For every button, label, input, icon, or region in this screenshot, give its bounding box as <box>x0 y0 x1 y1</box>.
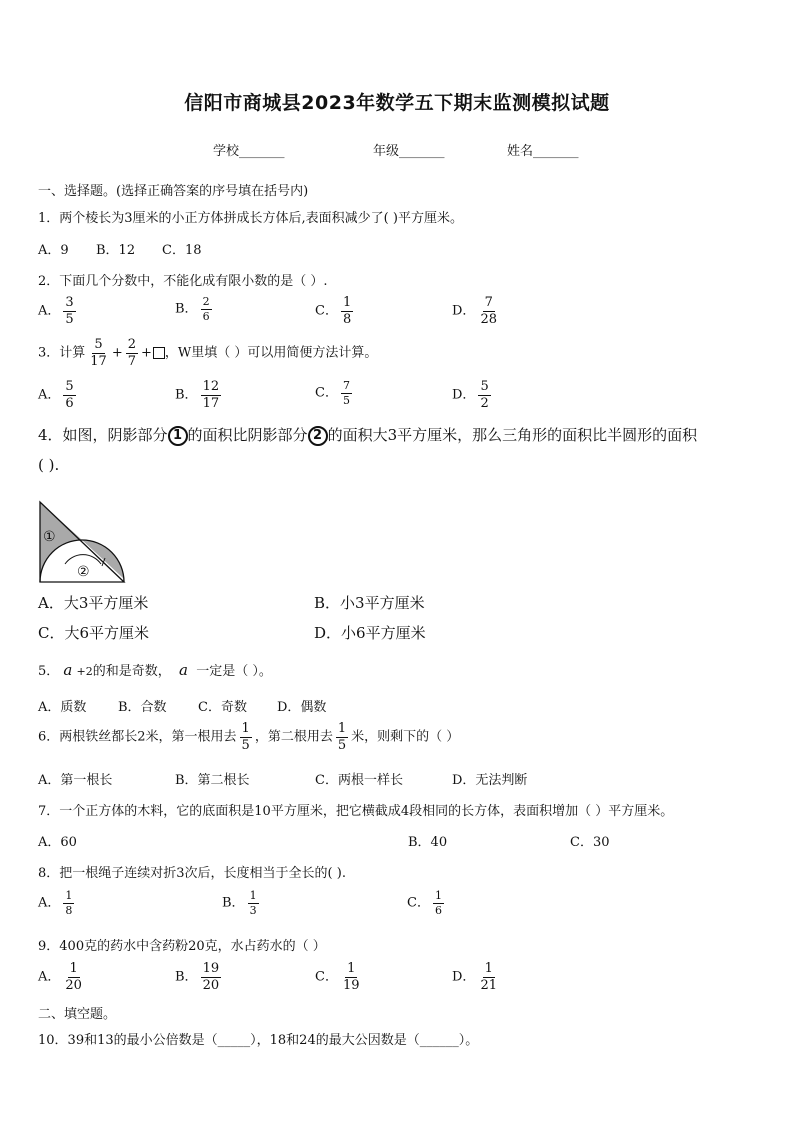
q2-option-a <box>38 296 79 326</box>
denominator: 28 <box>480 311 497 327</box>
numerator: 2 <box>202 295 210 308</box>
name-field: 姓名_______ <box>507 144 579 159</box>
triangle-semicircle-figure <box>37 500 129 586</box>
fraction <box>341 380 352 406</box>
question-4 <box>38 424 697 446</box>
fraction <box>341 962 362 992</box>
option-label: C． <box>407 895 430 911</box>
q7-option-b: B．40 <box>408 835 448 850</box>
denominator: 17 <box>90 353 107 369</box>
q6-option-a: A．第一根长 <box>38 773 113 788</box>
variable-a: a <box>63 661 73 679</box>
q6-option-c: C．两根一样长 <box>315 773 403 788</box>
fraction <box>341 296 353 326</box>
q4-middle: 的面积比阴影部分 <box>187 426 308 444</box>
denominator: 5 <box>342 393 350 407</box>
numerator: 2 <box>127 337 137 352</box>
plus-two: +2 <box>76 665 93 678</box>
fraction <box>478 296 499 326</box>
fraction <box>88 338 109 368</box>
numerator: 7 <box>342 379 350 392</box>
figure-label-1: ① <box>43 529 56 545</box>
fraction <box>201 962 222 992</box>
numerator: 1 <box>342 295 352 310</box>
question-9: 9．400克的药水中含药粉20克，水占药水的（ ） <box>38 939 326 954</box>
q4-prefix: 4．如图，阴影部分 <box>38 426 168 444</box>
numerator: 5 <box>65 379 74 394</box>
denominator: 20 <box>202 977 220 993</box>
denominator: 2 <box>480 395 489 411</box>
q9-option-a <box>38 962 87 992</box>
q6-suffix: 米，则剩下的（ ） <box>351 729 460 745</box>
denominator: 17 <box>202 395 220 411</box>
numerator: 1 <box>241 721 250 736</box>
q8-option-a <box>38 890 77 916</box>
denominator: 6 <box>434 903 442 917</box>
section-choice-heading: 一、选择题。(选择正确答案的序号填在括号内) <box>38 184 309 199</box>
q3-option-c <box>315 380 355 406</box>
numerator: 5 <box>94 337 103 352</box>
numerator: 1 <box>65 889 73 902</box>
numerator: 1 <box>249 889 257 902</box>
fraction <box>63 890 74 916</box>
denominator: 19 <box>342 977 360 993</box>
option-label: A． <box>38 969 61 985</box>
q1-option-c: C．18 <box>162 243 202 258</box>
numerator: 5 <box>480 379 489 394</box>
question-4-line2: ( ). <box>38 456 60 474</box>
q9-option-d <box>452 962 502 992</box>
option-label: D． <box>452 387 476 403</box>
numerator: 1 <box>434 889 442 902</box>
denominator: 8 <box>65 903 73 917</box>
fraction <box>63 296 75 326</box>
circled-one: 1 <box>168 426 188 446</box>
q5-middle: 的和是奇数， <box>92 664 171 679</box>
circled-two: 2 <box>308 426 328 446</box>
q8-option-c <box>407 890 447 916</box>
fraction <box>433 890 444 916</box>
question-3 <box>38 338 377 368</box>
q4-option-c: C．大6平方厘米 <box>38 624 150 642</box>
option-label: C． <box>315 385 338 401</box>
figure-label-2: ② <box>77 564 90 580</box>
option-label: A． <box>38 895 61 911</box>
denominator: 7 <box>127 353 137 369</box>
numerator: 1 <box>484 961 493 976</box>
q1-option-a: A．9 <box>38 243 69 258</box>
q9-option-b <box>175 962 224 992</box>
question-8: 8．把一根绳子连续对折3次后，长度相当于全长的( ). <box>38 866 346 881</box>
fraction <box>201 296 212 322</box>
plus-sign: + <box>111 345 123 361</box>
denominator: 3 <box>249 903 257 917</box>
numerator: 3 <box>65 295 74 310</box>
option-label: B． <box>175 387 198 403</box>
numerator: 1 <box>69 961 78 976</box>
option-label: B． <box>175 969 198 985</box>
denominator: 5 <box>241 737 250 753</box>
q3-prefix: 3．计算 <box>38 345 86 361</box>
q3-option-d <box>452 380 494 410</box>
question-6 <box>38 722 459 752</box>
q5-option-c: C．奇数 <box>198 700 247 715</box>
numerator: 7 <box>484 295 493 310</box>
denominator: 6 <box>202 309 210 323</box>
q7-option-a: A．60 <box>38 835 77 850</box>
denominator: 6 <box>65 395 74 411</box>
question-1: 1．两个棱长为3厘米的小正方体拼成长方体后,表面积减少了( )平方厘米。 <box>38 211 463 226</box>
fraction <box>63 962 84 992</box>
fraction <box>126 338 138 368</box>
q2-option-b <box>175 296 215 322</box>
numerator: 19 <box>202 961 220 976</box>
question-10: 10．39和13的最小公倍数是（_____），18和24的最大公因数是（______）。 <box>38 1033 479 1048</box>
denominator: 8 <box>342 311 352 327</box>
q5-option-b: B．合数 <box>118 700 167 715</box>
grade-field: 年级_______ <box>373 144 445 159</box>
q5-option-d: D．偶数 <box>277 700 327 715</box>
question-2: 2．下面几个分数中，不能化成有限小数的是（ ）. <box>38 274 328 289</box>
option-label: B． <box>222 895 245 911</box>
q7-option-c: C．30 <box>570 835 610 850</box>
denominator: 5 <box>65 311 74 327</box>
q4-option-a: A．大3平方厘米 <box>38 594 149 612</box>
q8-option-b <box>222 890 262 916</box>
q5-number: 5． <box>38 664 60 679</box>
plus-sign: + <box>141 345 152 361</box>
inner-arc <box>65 555 101 564</box>
question-5 <box>38 660 272 679</box>
fraction <box>336 722 348 752</box>
numerator: 1 <box>347 961 356 976</box>
page-title: 信阳市商城县2023年数学五下期末监测模拟试题 <box>184 92 610 114</box>
q6-prefix: 6．两根铁丝都长2米，第一根用去 <box>38 729 237 745</box>
question-7: 7．一个正方体的木料，它的底面积是10平方厘米，把它横截成4段相同的长方体，表面积增加（ ）平方厘米。 <box>38 804 674 819</box>
denominator: 21 <box>480 977 497 993</box>
q3-suffix: ，W里填（ ）可以用简便方法计算。 <box>164 345 378 361</box>
denominator: 5 <box>337 737 347 753</box>
q5-suffix: 一定是（ ）。 <box>196 664 272 679</box>
fraction <box>63 380 75 410</box>
fraction <box>478 962 499 992</box>
variable-a-2: a <box>179 661 188 679</box>
q6-option-d: D．无法判断 <box>452 773 528 788</box>
q2-option-d <box>452 296 502 326</box>
fraction <box>201 380 222 410</box>
option-label: D． <box>452 303 476 319</box>
numerator: 1 <box>337 721 347 736</box>
q1-option-b: B．12 <box>96 243 136 258</box>
fraction <box>478 380 490 410</box>
q4-suffix: 的面积大3平方厘米，那么三角形的面积比半圆形的面积 <box>327 426 698 444</box>
option-label: D． <box>452 969 476 985</box>
q2-option-c <box>315 296 356 326</box>
q3-option-a <box>38 380 79 410</box>
q6-option-b: B．第二根长 <box>175 773 250 788</box>
option-label: C． <box>315 303 338 319</box>
q6-middle: ，第二根用去 <box>254 729 333 745</box>
option-label: C． <box>315 969 338 985</box>
option-label: B． <box>175 301 198 317</box>
school-field: 学校_______ <box>213 144 285 159</box>
numerator: 12 <box>202 379 220 394</box>
option-label: A． <box>38 387 61 403</box>
q9-option-c <box>315 962 365 992</box>
blank-box <box>153 347 165 359</box>
option-label: A． <box>38 303 61 319</box>
fraction <box>240 722 252 752</box>
q3-option-b <box>175 380 224 410</box>
fraction <box>248 890 259 916</box>
q5-option-a: A．质数 <box>38 700 87 715</box>
denominator: 20 <box>65 977 82 993</box>
q4-option-d: D．小6平方厘米 <box>314 624 426 642</box>
q4-option-b: B．小3平方厘米 <box>314 594 425 612</box>
section-fill-heading: 二、填空题。 <box>38 1007 117 1022</box>
